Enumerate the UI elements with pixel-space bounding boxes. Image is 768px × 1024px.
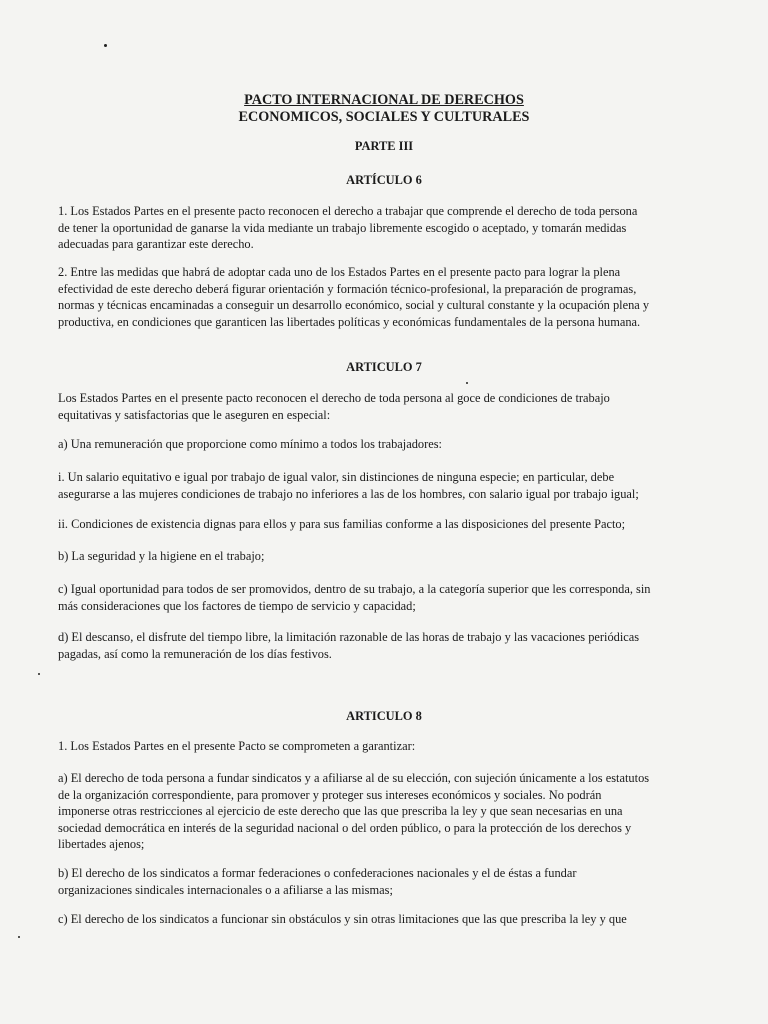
article-8-item-c: c) El derecho de los sindicatos a funcionar sin obstáculos y sin otras limitaciones que las que prescriba la ley y que bbox=[58, 912, 627, 926]
article-7-item-a: a) Una remuneración que proporcione como mínimo a todos los trabajadores: bbox=[58, 437, 442, 451]
article-7-item-d: d) El descanso, el disfrute del tiempo libre, la limitación razonable de las horas de trabajo y las vacaciones periódicas pagadas, así como la remuneración de los días festivos. bbox=[58, 630, 640, 661]
article-8-paragraph-1: 1. Los Estados Partes en el presente Pacto se comprometen a garantizar: bbox=[58, 739, 416, 753]
article-7-item-c: c) Igual oportunidad para todos de ser promovidos, dentro de su trabajo, a la categoría superior que les corresponda, sin más consideraciones que los factores de tiempo de servicio y capacidad; bbox=[58, 582, 651, 613]
scan-speck bbox=[18, 936, 20, 938]
article-6-heading: ARTÍCULO 6 bbox=[346, 173, 422, 187]
article-7-intro: Los Estados Partes en el presente pacto reconocen el derecho de toda persona al goce de condiciones de trabajo equitativas y satisfactorias que le aseguren en especial: bbox=[58, 391, 610, 422]
article-6-paragraph-1: 1. Los Estados Partes en el presente pacto reconocen el derecho a trabajar que comprende el derecho de toda persona de tener la oportunidad de ganarse la vida mediante un trabajo libremente escogido o aceptado, y tomarán medidas adecuadas para garantizar este derecho. bbox=[58, 204, 638, 252]
part-heading: PARTE III bbox=[354, 139, 414, 153]
title-line-2: ECONOMICOS, SOCIALES Y CULTURALES bbox=[238, 109, 530, 125]
scan-speck bbox=[38, 673, 40, 675]
scan-speck bbox=[466, 382, 468, 384]
document-title bbox=[0, 92, 768, 126]
scan-speck bbox=[104, 44, 107, 47]
article-8-item-b: b) El derecho de los sindicatos a formar federaciones o confederaciones nacionales y el de éstas a fundar organizaciones sindicales internacionales o a afiliarse a las mismas; bbox=[58, 866, 577, 897]
title-line-1: PACTO INTERNACIONAL DE DERECHOS bbox=[244, 92, 524, 108]
article-7-item-b: b) La seguridad y la higiene en el trabajo; bbox=[58, 549, 265, 563]
article-8-item-a: a) El derecho de toda persona a fundar sindicatos y a afiliarse al de su elección, con sujeción únicamente a los estatutos de la organización correspondiente, para promover y proteger sus intereses económicos y sociales. No podrán imponerse otras restricciones al ejercicio de este derecho que las que prescriba la ley y que sean necesarias en una sociedad democrática en interés de la seguridad nacional o del orden público, o para la protección de los derechos y libertades ajenos; bbox=[58, 771, 650, 852]
article-8-heading: ARTICULO 8 bbox=[346, 709, 422, 723]
article-7-heading: ARTICULO 7 bbox=[346, 360, 422, 374]
article-6-paragraph-2: 2. Entre las medidas que habrá de adoptar cada uno de los Estados Partes en el presente pacto para lograr la plena efectividad de este derecho deberá figurar orientación y formación técnico-profesional, la preparación de programas, normas y técnicas encaminadas a conseguir un desarrollo económico, social y cultural constante y la ocupación plena y productiva, en condiciones que garanticen las libertades políticas y económicas fundamentales de la persona humana. bbox=[58, 265, 650, 329]
article-7-item-i: i. Un salario equitativo e igual por trabajo de igual valor, sin distinciones de ninguna especie; en particular, debe asegurarse a las mujeres condiciones de trabajo no inferiores a las de los hombres, con salario igual por trabajo igual; bbox=[58, 470, 639, 501]
article-7-item-ii: ii. Condiciones de existencia dignas para ellos y para sus familias conforme a las disposiciones del presente Pacto; bbox=[58, 517, 626, 531]
